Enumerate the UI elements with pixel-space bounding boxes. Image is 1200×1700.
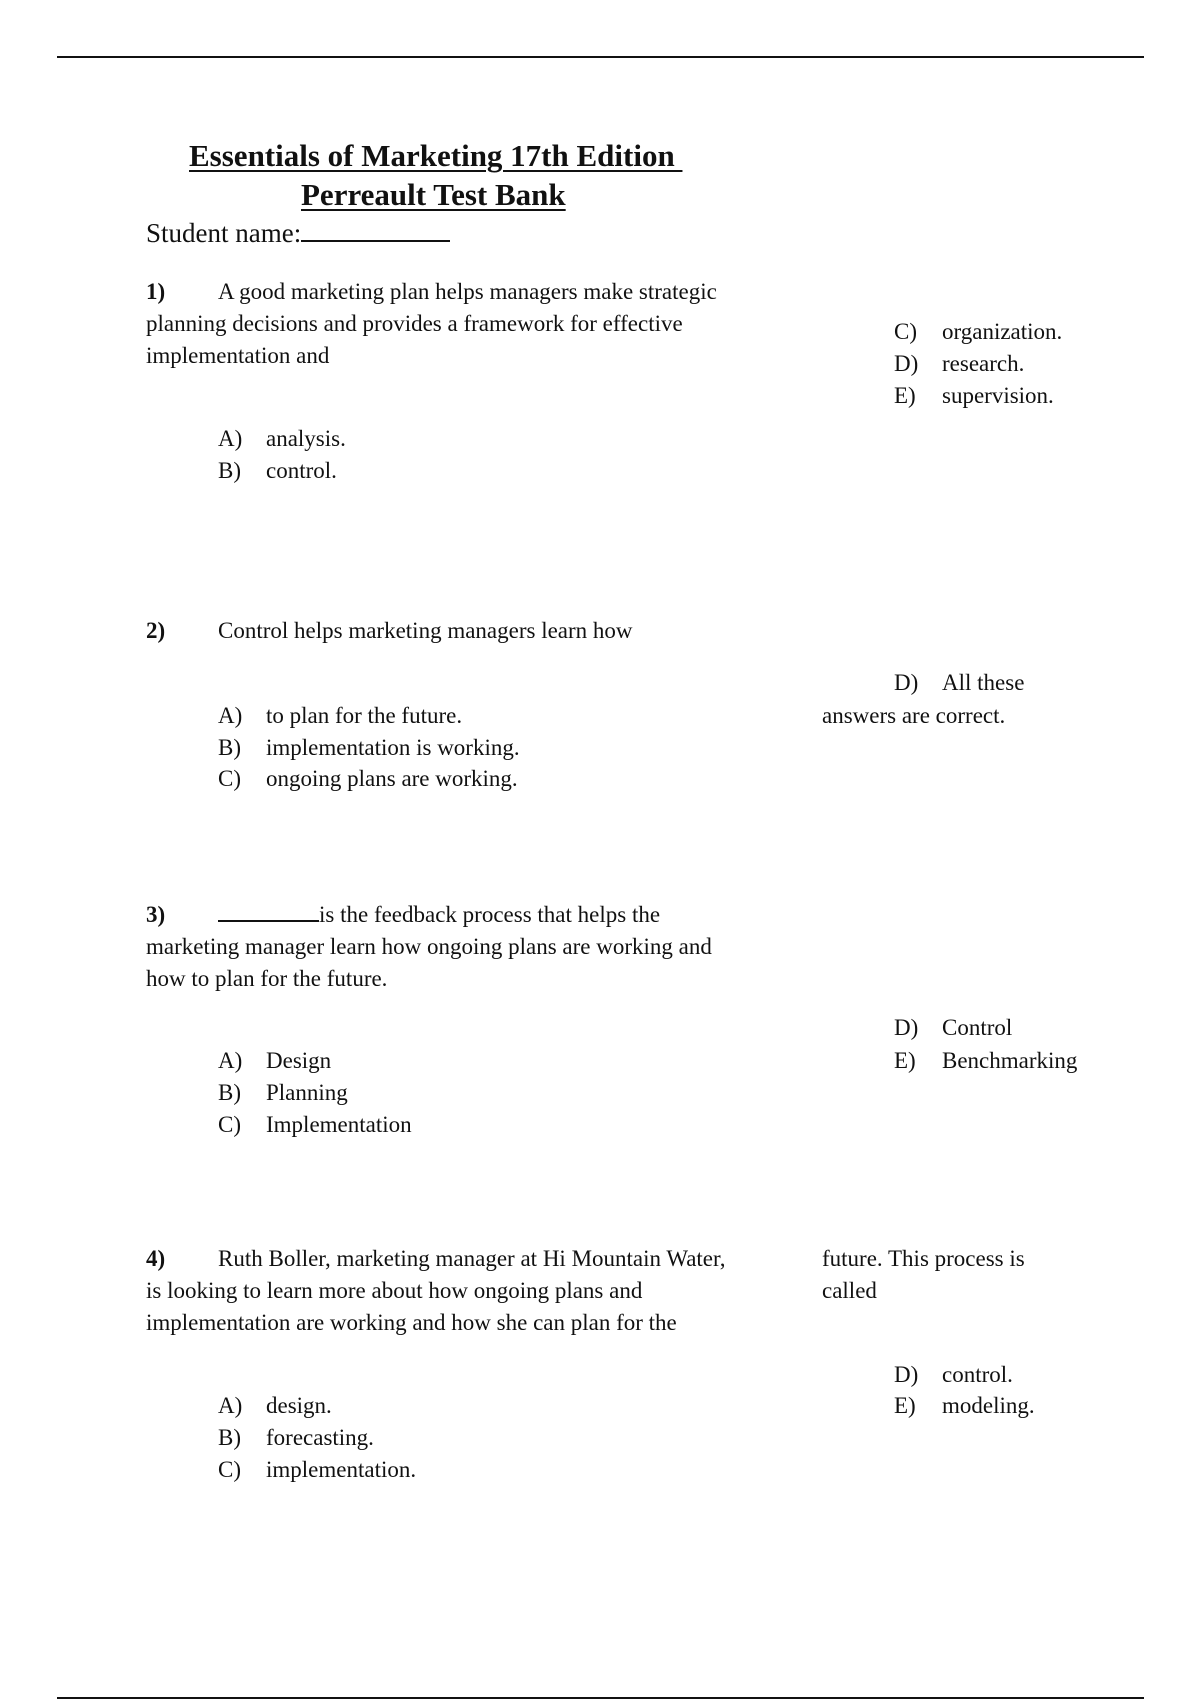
question-3 <box>146 898 746 995</box>
student-name-blank[interactable] <box>301 220 450 242</box>
question-2 <box>146 615 746 647</box>
question-1-option-c[interactable] <box>894 316 1062 348</box>
question-4-option-e[interactable] <box>894 1390 1035 1422</box>
option-letter: E) <box>894 1393 916 1418</box>
option-text: control. <box>266 458 337 483</box>
question-text: is the feedback process that helps the marketing manager learn how ongoing plans are working and how to plan for the future. <box>146 902 712 991</box>
question-text: A good marketing plan helps managers make strategic planning decisions and provides a framework for effective implementation and <box>146 279 717 368</box>
option-letter: E) <box>894 383 916 408</box>
question-2-option-c[interactable] <box>218 763 518 795</box>
question-number: 4) <box>146 1246 166 1271</box>
question-1-option-b[interactable] <box>218 455 337 487</box>
question-number: 2) <box>146 618 166 643</box>
question-1-option-e[interactable] <box>894 380 1054 412</box>
question-text: Ruth Boller, marketing manager at Hi Mountain Water, is looking to learn more about how ongoing plans and implementation are working and how she can plan for the <box>146 1246 726 1335</box>
option-text: to plan for the future. <box>266 703 463 728</box>
question-4-text-continuation: future. This process is called <box>822 1246 1025 1303</box>
question-4-option-c[interactable] <box>218 1454 416 1486</box>
option-text: Implementation <box>266 1112 412 1137</box>
option-text: Control <box>942 1015 1013 1040</box>
question-2-option-d[interactable] <box>894 667 1024 699</box>
question-3-option-b[interactable] <box>218 1077 348 1109</box>
option-letter: D) <box>894 1015 919 1040</box>
option-letter: A) <box>218 1048 243 1073</box>
question-1-option-d[interactable] <box>894 348 1024 380</box>
option-text: implementation. <box>266 1457 417 1482</box>
option-text: Planning <box>266 1080 348 1105</box>
option-letter: B) <box>218 735 241 760</box>
option-text: research. <box>942 351 1025 376</box>
question-1-option-a[interactable] <box>218 423 346 455</box>
top-rule <box>57 56 1144 58</box>
option-letter: B) <box>218 1080 241 1105</box>
option-text: forecasting. <box>266 1425 374 1450</box>
question-2-option-a[interactable] <box>218 700 462 732</box>
question-2-option-b[interactable] <box>218 732 520 764</box>
question-4-option-b[interactable] <box>218 1422 374 1454</box>
answer-blank <box>218 898 319 922</box>
option-letter: D) <box>894 670 919 695</box>
option-text: organization. <box>942 319 1063 344</box>
option-text: analysis. <box>266 426 346 451</box>
question-3-option-a[interactable] <box>218 1045 331 1077</box>
question-number: 3) <box>146 902 166 927</box>
option-text: Benchmarking <box>942 1048 1078 1073</box>
option-letter: E) <box>894 1048 916 1073</box>
option-letter: B) <box>218 1425 241 1450</box>
question-1 <box>146 276 746 372</box>
question-2-option-d-continuation: answers are correct. <box>822 703 1006 728</box>
question-4 <box>146 1243 746 1339</box>
option-text: Design <box>266 1048 332 1073</box>
option-letter: C) <box>218 1112 241 1137</box>
option-letter: D) <box>894 1362 919 1387</box>
option-letter: A) <box>218 426 243 451</box>
option-text: supervision. <box>942 383 1054 408</box>
option-letter: B) <box>218 458 241 483</box>
option-text: modeling. <box>942 1393 1035 1418</box>
question-text: Control helps marketing managers learn how <box>218 618 633 643</box>
option-letter: C) <box>218 766 241 791</box>
document-title-line-1: Essentials of Marketing 17th Edition <box>189 138 683 173</box>
option-text: implementation is working. <box>266 735 520 760</box>
option-letter: D) <box>894 351 919 376</box>
question-3-option-e[interactable] <box>894 1045 1077 1077</box>
option-text: ongoing plans are working. <box>266 766 518 791</box>
option-letter: A) <box>218 1393 243 1418</box>
option-letter: C) <box>218 1457 241 1482</box>
option-text: design. <box>266 1393 332 1418</box>
option-text: control. <box>942 1362 1013 1387</box>
question-3-option-c[interactable] <box>218 1109 412 1141</box>
question-4-option-a[interactable] <box>218 1390 332 1422</box>
question-3-option-d[interactable] <box>894 1012 1012 1044</box>
document-title-line-2: Perreault Test Bank <box>301 177 566 212</box>
bottom-rule <box>57 1697 1144 1699</box>
question-number: 1) <box>146 279 166 304</box>
option-text: All these <box>942 670 1025 695</box>
option-letter: C) <box>894 319 917 344</box>
student-name-label: Student name: <box>146 218 302 248</box>
student-name-field <box>146 218 450 249</box>
option-letter: A) <box>218 703 243 728</box>
question-4-option-d[interactable] <box>894 1359 1013 1391</box>
